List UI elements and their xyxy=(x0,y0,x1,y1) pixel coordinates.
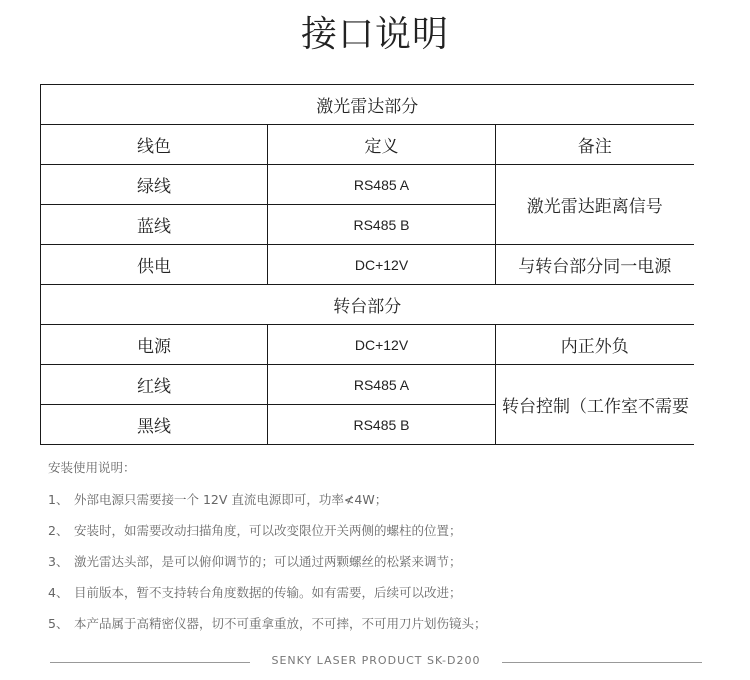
note-text: 目前版本，暂不支持转台角度数据的传输。如有需要，后续可以改进； xyxy=(74,585,462,600)
section-title-turntable: 转台部分 xyxy=(41,285,694,325)
page-title: 接口说明 xyxy=(300,14,449,55)
header-note: 备注 xyxy=(496,125,694,165)
section-row xyxy=(41,285,694,325)
note-item xyxy=(48,583,487,614)
cell-color: 供电 xyxy=(41,245,268,285)
note-item xyxy=(48,490,487,521)
cell-note: 激光雷达距离信号 xyxy=(496,165,694,245)
note-item xyxy=(48,552,487,583)
note-text: 安装时，如需要改动扫描角度，可以改变限位开关两侧的螺柱的位置； xyxy=(74,523,462,538)
cell-color: 电源 xyxy=(41,325,268,365)
note-item xyxy=(48,521,487,552)
interface-table xyxy=(40,84,694,445)
header-row xyxy=(41,125,694,165)
notes-heading: 安装使用说明： xyxy=(48,460,136,475)
cell-color: 黑线 xyxy=(41,405,268,445)
cell-definition: DC+12V xyxy=(268,325,496,365)
cell-color: 绿线 xyxy=(41,165,268,205)
cell-definition: RS485 A xyxy=(268,165,496,205)
note-text: 外部电源只需要接一个 12V 直流电源即可，功率≮4W； xyxy=(74,492,388,507)
install-notes xyxy=(48,458,487,645)
header-color: 线色 xyxy=(41,125,268,165)
cell-definition: RS485 A xyxy=(268,365,496,405)
cell-note: 内正外负 xyxy=(496,325,694,365)
table-row xyxy=(41,245,694,285)
note-number: 2、 xyxy=(48,523,69,538)
header-definition: 定义 xyxy=(268,125,496,165)
note-number: 4、 xyxy=(48,585,69,600)
table-row xyxy=(41,365,694,405)
note-number: 5、 xyxy=(48,616,69,631)
section-row xyxy=(41,85,694,125)
footer-text: SENKY LASER PRODUCT SK-D200 xyxy=(271,654,481,667)
note-text: 本产品属于高精密仪器，切不可重拿重放，不可摔，不可用刀片划伤镜头； xyxy=(74,616,487,631)
note-number: 3、 xyxy=(48,554,69,569)
cell-color: 红线 xyxy=(41,365,268,405)
footer-divider-right xyxy=(502,662,702,663)
table-row xyxy=(41,325,694,365)
cell-color: 蓝线 xyxy=(41,205,268,245)
table-row xyxy=(41,165,694,205)
note-number: 1、 xyxy=(48,492,69,507)
note-text: 激光雷达头部，是可以俯仰调节的；可以通过两颗螺丝的松紧来调节； xyxy=(74,554,462,569)
cell-definition: RS485 B xyxy=(268,205,496,245)
section-title-lidar: 激光雷达部分 xyxy=(41,85,694,125)
footer xyxy=(0,652,750,672)
footer-divider-left xyxy=(50,662,250,663)
cell-note: 转台控制（工作室不需要 xyxy=(496,365,694,445)
note-item xyxy=(48,614,487,645)
cell-definition: RS485 B xyxy=(268,405,496,445)
cell-note: 与转台部分同一电源 xyxy=(496,245,694,285)
cell-definition: DC+12V xyxy=(268,245,496,285)
